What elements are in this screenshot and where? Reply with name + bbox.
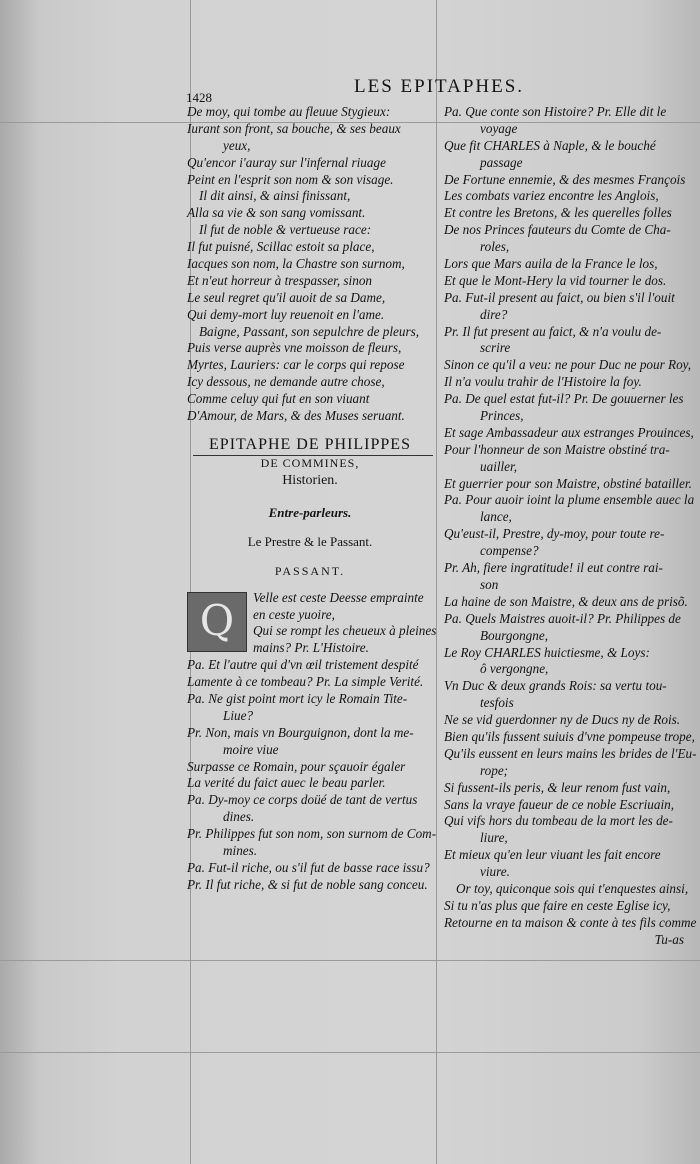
text-line: Puis verse auprès vne moisson de fleurs, [187, 340, 402, 356]
text-line: dines. [223, 809, 255, 825]
text-line: Velle est ceste Deesse emprainte [253, 589, 424, 605]
text-line: Qui se rompt les cheueux à pleines [253, 623, 437, 639]
text-line: Que fit CHARLES à Naple, & le bouché [444, 137, 656, 153]
text-line: mains? Pr. L'Histoire. [253, 640, 369, 656]
text-line: Il dit ainsi, & ainsi finissant, [199, 188, 351, 204]
epitaph-title-line3: Historien. [282, 472, 338, 488]
text-line: rope; [480, 762, 509, 778]
text-line: Il n'a voulu trahir de l'Histoire la foy. [444, 374, 642, 390]
text-line: roles, [480, 239, 510, 255]
epitaph-title-line2: DE COMMINES, [260, 455, 360, 470]
text-line: Il fut de noble & vertueuse race: [199, 222, 372, 238]
text-line: Ne se vid guerdonner ny de Ducs ny de Rois. [444, 712, 681, 728]
text-line: Sinon ce qu'il a veu: ne pour Duc ne pour Roy, [444, 357, 692, 373]
epitaph-title [187, 435, 433, 491]
text-line: Comme celuy qui fut en son viuant [187, 391, 370, 407]
text-line: Et n'eut horreur à trespasser, sinon [187, 272, 373, 288]
text-line: Qui demy-mort luy reuenoit en l'ame. [187, 306, 385, 322]
text-line: ô vergongne, [480, 661, 549, 677]
text-line: Pa. Pour auoir ioint la plume ensemble auec la [444, 492, 695, 508]
text-line: Iurant son front, sa bouche, & ses beaux [187, 120, 401, 136]
text-line: mines. [223, 843, 258, 858]
text-line: Vn Duc & deux grands Rois: sa vertu tou- [444, 678, 667, 694]
text-line: Et que le Mont-Hery la vid tourner le dos. [444, 272, 667, 288]
text-line: Pa. Fut-il present au faict, ou bien s'il l'ouit [444, 289, 675, 305]
text-line: moire viue [223, 741, 279, 757]
text-line: viure. [480, 864, 510, 880]
text-line: Le Roy CHARLES huictiesme, & Loys: [444, 644, 650, 660]
text-line: Pa. Dy-moy ce corps doüé de tant de vertus [187, 792, 418, 808]
text-line: La verité du faict auec le beau parler. [187, 775, 386, 791]
text-line: De moy, qui tombe au fleuue Stygieux: [187, 104, 391, 119]
dialogue-opening [187, 589, 437, 658]
text-line: liure, [480, 830, 508, 846]
speakers-heading: Entre-parleurs. [268, 504, 352, 520]
text-line: D'Amour, de Mars, & des Muses seruant. [187, 408, 405, 424]
ruled-line [436, 0, 437, 1164]
passant-heading: PASSANT. [274, 563, 346, 578]
text-line: Pr. Il fut riche, & si fut de noble sang conceu. [187, 876, 428, 892]
text-line: en ceste yuoire, [253, 606, 335, 622]
text-line: Surpasse ce Romain, pour sçauoir égaler [187, 758, 406, 774]
text-line: Sans la vraye faueur de ce noble Escriuain, [444, 796, 674, 812]
text-line: Bourgongne, [480, 627, 549, 643]
text-line: dire? [480, 306, 508, 322]
text-line: Alla sa vie & son sang vomissant. [187, 205, 366, 221]
catchword: Tu-as [654, 931, 684, 947]
text-line: Si tu n'as plus que faire en ceste Eglise icy, [444, 897, 671, 913]
text-line: De Fortune ennemie, & des mesmes François [444, 171, 686, 187]
text-line: Et contre les Bretons, & les querelles folles [444, 205, 672, 221]
text-line: Iacques son nom, la Chastre son surnom, [187, 256, 405, 272]
text-line: Pr. Non, mais vn Bourguignon, dont la me- [187, 724, 414, 740]
ruled-line [0, 1052, 700, 1053]
text-line: Pa. Fut-il riche, ou s'il fut de basse race issu? [187, 859, 430, 875]
text-line: Icy dessous, ne demande autre chose, [187, 374, 385, 390]
text-line: Les combats variez encontre les Anglois, [444, 188, 659, 204]
text-line: La haine de son Maistre, & deux ans de prisõ. [444, 593, 688, 609]
text-line: De nos Princes fauteurs du Comte de Cha- [444, 222, 671, 238]
text-line: Si fussent-ils peris, & leur renom fust vain, [444, 779, 671, 795]
text-line: Myrtes, Lauriers: car le corps qui repose [187, 357, 405, 373]
text-line: yeux, [223, 137, 251, 153]
text-line: Baigne, Passant, son sepulchre de pleurs, [199, 323, 420, 339]
text-line: passage [480, 154, 523, 170]
text-line: Pa. De quel estat fut-il? Pr. De gouuerner les [444, 391, 684, 407]
text-line: Pa. Et l'autre qui d'vn œil tristement despité [187, 657, 419, 673]
text-line: Qu'eust-il, Prestre, dy-moy, pour toute re- [444, 526, 665, 542]
page-number: 1428 [186, 90, 212, 105]
left-column [187, 104, 437, 894]
epitaph-title-line1: EPITAPHE DE PHILIPPES [209, 435, 411, 453]
speakers-list: Le Prestre & le Passant. [247, 533, 373, 549]
text-line: Lamente à ce tombeau? Pr. La simple Verité. [187, 674, 424, 690]
text-line: Pr. Il fut present au faict, & n'a voulu de- [444, 323, 662, 339]
text-line: Retourne en ta maison & conte à tes fils comme [444, 914, 697, 930]
text-line: Or toy, quiconque sois qui t'enquestes ainsi, [456, 880, 689, 896]
dialogue-lines-left [187, 657, 437, 893]
text-line: voyage [480, 120, 518, 136]
left-verse-block [187, 104, 433, 425]
text-line: Pr. Philippes fut son nom, son surnom de Com- [187, 826, 437, 842]
text-line: Princes, [480, 408, 524, 424]
text-line: Bien qu'ils fussent suiuis d'vne pompeuse trope, [444, 728, 695, 744]
text-line: Pa. Ne gist point mort icy le Romain Tite- [187, 690, 408, 706]
ornamental-dropcap [187, 592, 247, 652]
text-line: Qu'encor i'auray sur l'infernal riuage [187, 154, 386, 170]
text-line: Peint en l'esprit son nom & son visage. [187, 171, 394, 187]
text-line: tesfois [480, 695, 514, 711]
page-header [186, 76, 686, 105]
text-line: uailler, [480, 458, 517, 474]
text-line: Pour l'honneur de son Maistre obstiné tra- [444, 441, 670, 457]
text-line: scrire [480, 340, 511, 356]
text-line: Pa. Que conte son Histoire? Pr. Elle dit le [444, 104, 667, 119]
text-line: Et guerrier pour son Maistre, obstiné batailler. [444, 475, 692, 491]
ruled-line [0, 960, 700, 961]
text-line: lance, [480, 509, 512, 525]
text-line: compense? [480, 543, 539, 559]
dropcap-letter: Q [199, 596, 235, 646]
right-column [444, 104, 697, 949]
text-line: son [480, 576, 499, 592]
text-line: Pr. Ah, fiere ingratitude! il eut contre rai- [444, 560, 663, 576]
text-line: Il fut puisné, Scillac estoit sa place, [187, 239, 375, 255]
text-line: Qui vifs hors du tombeau de la mort les de- [444, 813, 673, 829]
running-head: LES EPITAPHES. [354, 76, 525, 97]
text-line: Lors que Mars auila de la France le los, [444, 256, 658, 272]
text-line: Et sage Ambassadeur aux estranges Prouinces, [444, 424, 694, 440]
text-line: Qu'ils eussent en leurs mains les brides de l'Eu- [444, 745, 697, 761]
dialogue-lines-right [444, 104, 697, 932]
text-line: Le seul regret qu'il auoit de sa Dame, [187, 289, 386, 305]
text-line: Et mieux qu'en leur viuant les fait encore [444, 847, 661, 863]
text-line: Liue? [223, 707, 254, 723]
text-line: Pa. Quels Maistres auoit-il? Pr. Philippes de [444, 610, 681, 626]
